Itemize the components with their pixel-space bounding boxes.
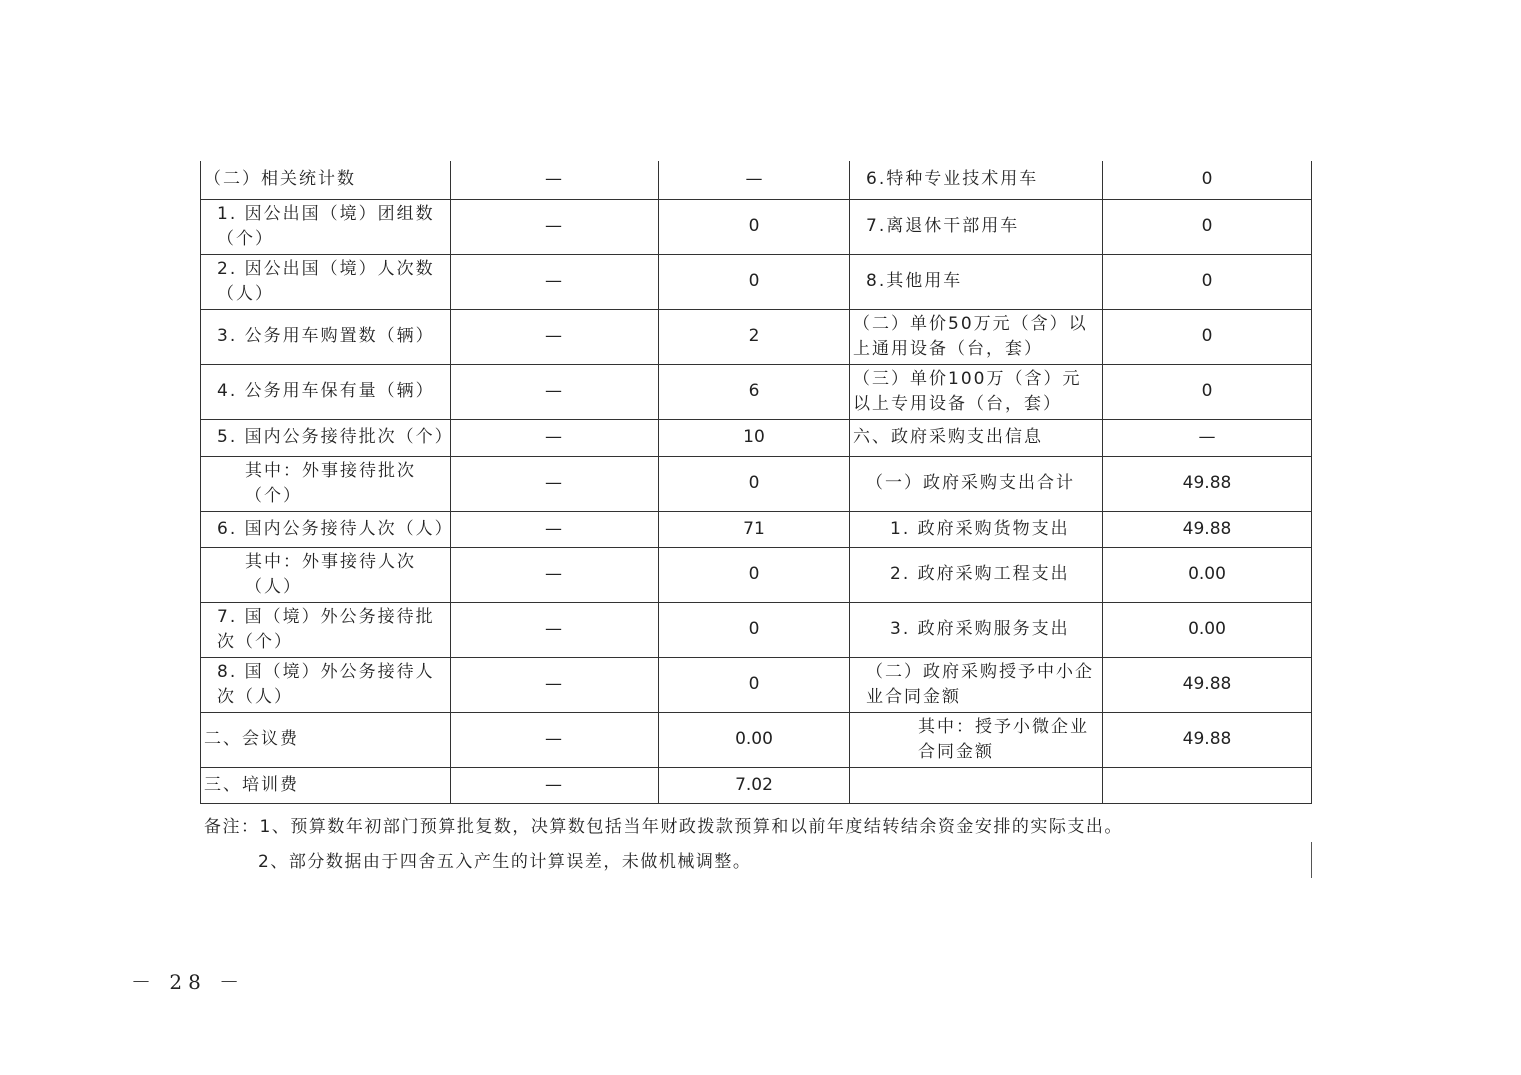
row-label: 三、培训费 — [201, 767, 451, 803]
footnote-1: 备注：1、预算数年初部门预算批复数，决算数包括当年财政拨款预算和以前年度结转结余资金安排的实际支出。 — [204, 817, 1123, 837]
table-row — [201, 602, 1312, 657]
table-row — [201, 419, 1312, 456]
table-row — [201, 767, 1312, 803]
row-label: 7. 国（境）外公务接待批次（个） — [201, 602, 451, 657]
row-label: 7.离退休干部用车 — [850, 199, 1103, 254]
budget-cell: — — [451, 712, 659, 767]
budget-cell: — — [451, 547, 659, 602]
row-label: （三）单价100万（含）元以上专用设备（台，套） — [850, 364, 1103, 419]
actual-cell: 7.02 — [659, 767, 850, 803]
actual-cell: 0 — [659, 657, 850, 712]
row-label: 其中：外事接待批次（个） — [201, 456, 451, 511]
value-cell: 0 — [1103, 199, 1312, 254]
actual-cell: 71 — [659, 511, 850, 547]
row-label: 1. 因公出国（境）团组数（个） — [201, 199, 451, 254]
actual-cell: 10 — [659, 419, 850, 456]
actual-cell: 2 — [659, 309, 850, 364]
row-label: 6.特种专业技术用车 — [850, 161, 1103, 199]
budget-cell: — — [451, 364, 659, 419]
value-cell: 49.88 — [1103, 511, 1312, 547]
table-row — [201, 712, 1312, 767]
row-label: 4. 公务用车保有量（辆） — [201, 364, 451, 419]
value-cell: 49.88 — [1103, 712, 1312, 767]
budget-cell: — — [451, 199, 659, 254]
row-label: 其中：外事接待人次（人） — [201, 547, 451, 602]
row-label — [850, 767, 1103, 803]
value-cell — [1103, 767, 1312, 803]
row-label: 2. 政府采购工程支出 — [850, 547, 1103, 602]
row-label: 二、会议费 — [201, 712, 451, 767]
value-cell: — — [1103, 419, 1312, 456]
footnote-2: 2、部分数据由于四舍五入产生的计算误差，未做机械调整。 — [258, 852, 752, 872]
row-label: 2. 因公出国（境）人次数（人） — [201, 254, 451, 309]
actual-cell: 0 — [659, 199, 850, 254]
page-number: － 28 － — [131, 970, 246, 994]
actual-cell: — — [659, 161, 850, 199]
row-label: （二）单价50万元（含）以上通用设备（台，套） — [850, 309, 1103, 364]
table-row — [201, 657, 1312, 712]
actual-cell: 0 — [659, 547, 850, 602]
value-cell: 0.00 — [1103, 547, 1312, 602]
table-row — [201, 456, 1312, 511]
budget-cell: — — [451, 657, 659, 712]
budget-cell: — — [451, 602, 659, 657]
row-label: 3. 公务用车购置数（辆） — [201, 309, 451, 364]
actual-cell: 0 — [659, 602, 850, 657]
row-label: 6. 国内公务接待人次（人） — [201, 511, 451, 547]
row-label: 3. 政府采购服务支出 — [850, 602, 1103, 657]
budget-cell: — — [451, 419, 659, 456]
value-cell: 49.88 — [1103, 456, 1312, 511]
budget-cell: — — [451, 511, 659, 547]
value-cell: 0 — [1103, 364, 1312, 419]
value-cell: 0.00 — [1103, 602, 1312, 657]
row-label: （一）政府采购支出合计 — [850, 456, 1103, 511]
table-row — [201, 199, 1312, 254]
row-label: 8. 国（境）外公务接待人次（人） — [201, 657, 451, 712]
table-row — [201, 364, 1312, 419]
value-cell: 49.88 — [1103, 657, 1312, 712]
table-row — [201, 161, 1312, 199]
actual-cell: 0 — [659, 254, 850, 309]
row-label: 六、政府采购支出信息 — [850, 419, 1103, 456]
stats-table — [200, 161, 1312, 804]
actual-cell: 0 — [659, 456, 850, 511]
actual-cell: 0.00 — [659, 712, 850, 767]
row-label: 8.其他用车 — [850, 254, 1103, 309]
table-row — [201, 511, 1312, 547]
budget-cell: — — [451, 161, 659, 199]
row-label: （二）政府采购授予中小企业合同金额 — [850, 657, 1103, 712]
budget-cell: — — [451, 309, 659, 364]
value-cell: 0 — [1103, 309, 1312, 364]
budget-cell: — — [451, 456, 659, 511]
table-row — [201, 254, 1312, 309]
row-label: （二）相关统计数 — [201, 161, 451, 199]
table-row — [201, 309, 1312, 364]
row-label: 5. 国内公务接待批次（个） — [201, 419, 451, 456]
value-cell: 0 — [1103, 161, 1312, 199]
actual-cell: 6 — [659, 364, 850, 419]
row-label: 其中：授予小微企业合同金额 — [850, 712, 1103, 767]
budget-cell: — — [451, 254, 659, 309]
budget-cell: — — [451, 767, 659, 803]
value-cell: 0 — [1103, 254, 1312, 309]
margin-line — [1311, 842, 1312, 878]
row-label: 1. 政府采购货物支出 — [850, 511, 1103, 547]
table-row — [201, 547, 1312, 602]
